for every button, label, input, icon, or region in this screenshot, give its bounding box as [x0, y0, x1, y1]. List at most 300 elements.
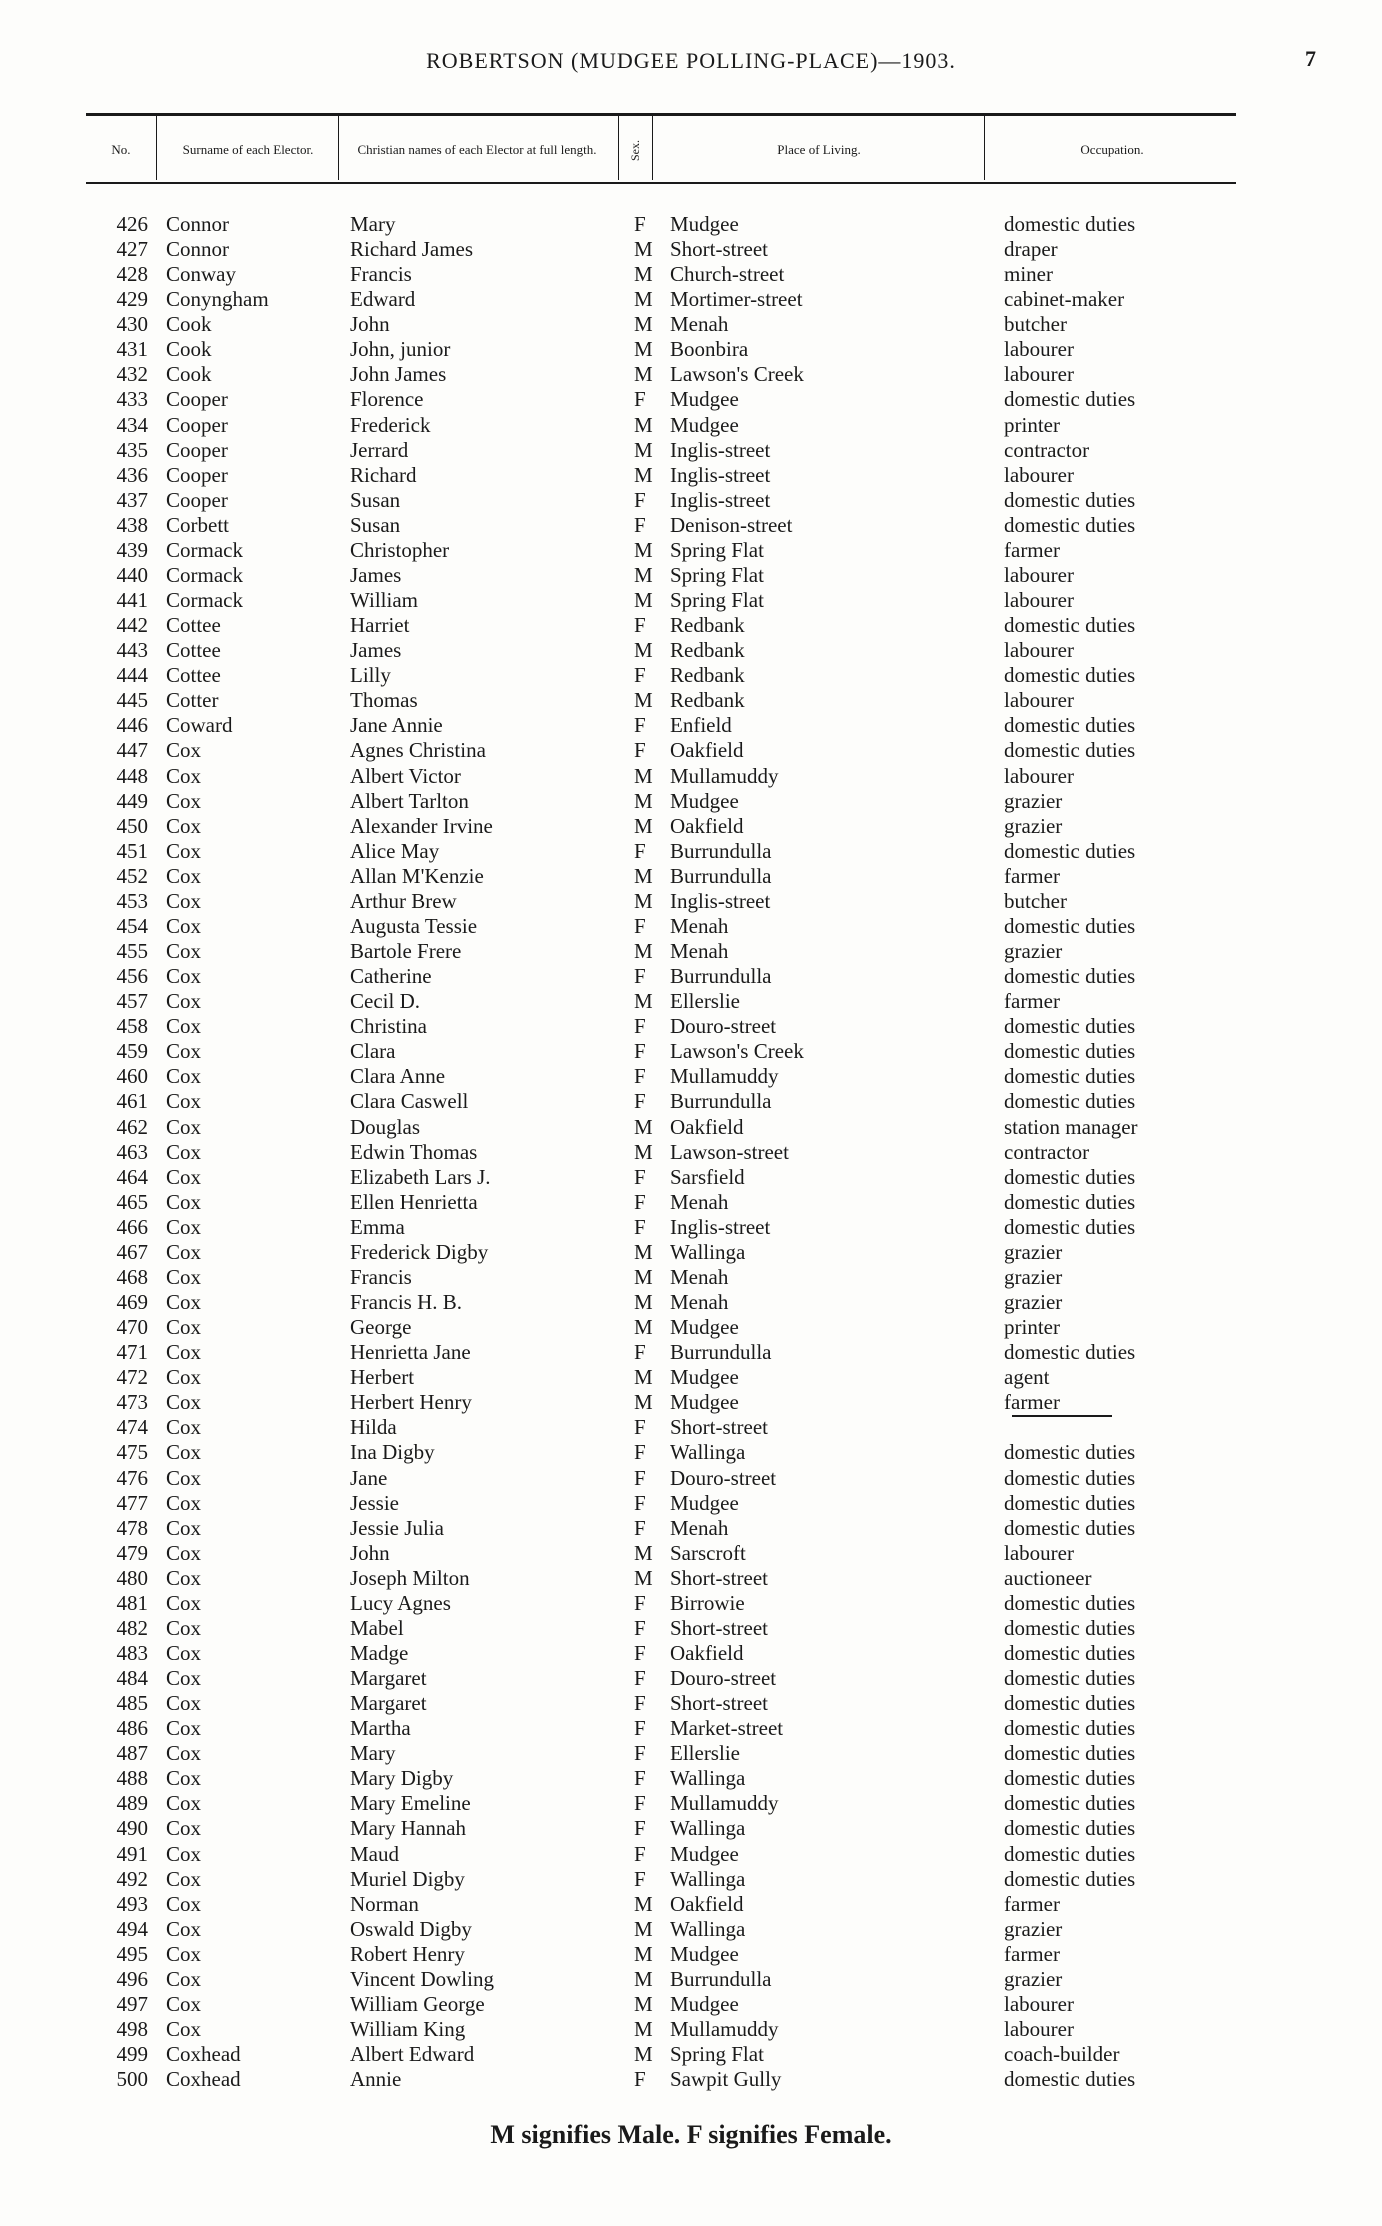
- elector-surname: Cooper: [166, 412, 228, 437]
- elector-surname: Cox: [166, 1264, 202, 1289]
- table-row: [0, 1365, 1382, 1390]
- elector-christian-names: Agnes Christina: [350, 738, 486, 763]
- table-row: [0, 463, 1382, 488]
- table-row: [0, 1691, 1382, 1716]
- elector-surname: Cox: [166, 838, 202, 863]
- elector-surname: Cox: [166, 1741, 202, 1766]
- elector-occupation: farmer: [1004, 1941, 1060, 1966]
- elector-occupation: domestic duties: [1004, 387, 1136, 412]
- elector-surname: Cox: [166, 1866, 202, 1891]
- elector-place: Menah: [670, 1264, 729, 1289]
- elector-sex: F: [634, 512, 646, 537]
- elector-place: Redbank: [670, 688, 745, 713]
- elector-sex: F: [634, 913, 646, 938]
- elector-christian-names: Francis: [350, 262, 412, 287]
- table-row: [0, 1967, 1382, 1992]
- elector-number: 475: [116, 1440, 148, 1465]
- elector-number: 431: [116, 337, 148, 362]
- elector-sex: M: [634, 2042, 653, 2067]
- elector-surname: Cox: [166, 1791, 202, 1816]
- elector-surname: Cox: [166, 1666, 202, 1691]
- elector-sex: M: [634, 888, 653, 913]
- elector-surname: Cox: [166, 913, 202, 938]
- elector-sex: M: [634, 362, 653, 387]
- table-row: [0, 814, 1382, 839]
- elector-place: Birrowie: [670, 1590, 745, 1615]
- elector-christian-names: Lilly: [350, 663, 391, 688]
- elector-place: Mudgee: [670, 1490, 739, 1515]
- elector-christian-names: Albert Edward: [350, 2042, 475, 2067]
- elector-sex: M: [634, 262, 653, 287]
- elector-sex: F: [634, 838, 646, 863]
- table-row: [0, 1466, 1382, 1491]
- elector-occupation: domestic duties: [1004, 838, 1136, 863]
- elector-occupation: domestic duties: [1004, 964, 1136, 989]
- elector-place: Mullamuddy: [670, 1064, 779, 1089]
- table-row: [0, 1165, 1382, 1190]
- elector-christian-names: John, junior: [350, 337, 451, 362]
- elector-number: 448: [116, 763, 148, 788]
- elector-christian-names: Jessie Julia: [350, 1515, 444, 1540]
- elector-occupation: contractor: [1004, 1139, 1090, 1164]
- elector-number: 430: [116, 312, 148, 337]
- elector-place: Sarsfield: [670, 1164, 745, 1189]
- elector-christian-names: Lucy Agnes: [350, 1590, 451, 1615]
- elector-sex: F: [634, 1164, 646, 1189]
- elector-occupation: domestic duties: [1004, 212, 1136, 236]
- elector-place: Menah: [670, 1515, 729, 1540]
- elector-occupation: domestic duties: [1004, 1465, 1136, 1490]
- table-row: [0, 1265, 1382, 1290]
- elector-christian-names: Ina Digby: [350, 1440, 435, 1465]
- elector-christian-names: Martha: [350, 1716, 411, 1741]
- elector-sex: M: [634, 537, 653, 562]
- elector-place: Inglis-street: [670, 462, 771, 487]
- elector-place: Spring Flat: [670, 588, 764, 613]
- elector-number: 438: [116, 512, 148, 537]
- elector-surname: Cottee: [166, 663, 221, 688]
- elector-number: 497: [116, 1991, 148, 2016]
- elector-place: Mortimer-street: [670, 287, 803, 312]
- elector-sex: M: [634, 939, 653, 964]
- elector-sex: M: [634, 863, 653, 888]
- elector-place: Wallinga: [670, 1816, 746, 1841]
- elector-occupation: domestic duties: [1004, 1691, 1136, 1716]
- elector-number: 486: [116, 1716, 148, 1741]
- elector-surname: Cox: [166, 1640, 202, 1665]
- elector-surname: Cook: [166, 312, 212, 337]
- elector-sex: F: [634, 738, 646, 763]
- elector-christian-names: Frederick Digby: [350, 1239, 489, 1264]
- elector-number: 489: [116, 1791, 148, 1816]
- elector-surname: Cox: [166, 1139, 202, 1164]
- column-header-no: No.: [111, 142, 131, 157]
- elector-occupation: grazier: [1004, 1239, 1063, 1264]
- elector-place: Douro-street: [670, 1666, 777, 1691]
- elector-christian-names: Richard James: [350, 237, 474, 262]
- elector-occupation: domestic duties: [1004, 1816, 1136, 1841]
- elector-number: 434: [116, 412, 148, 437]
- elector-sex: M: [634, 688, 653, 713]
- elector-occupation: labourer: [1004, 763, 1074, 788]
- elector-surname: Cox: [166, 1214, 202, 1239]
- elector-occupation: labourer: [1004, 588, 1074, 613]
- elector-occupation: domestic duties: [1004, 1866, 1136, 1891]
- elector-surname: Cooper: [166, 437, 228, 462]
- elector-place: Wallinga: [670, 1916, 746, 1941]
- table-row: [0, 1064, 1382, 1089]
- elector-sex: F: [634, 1590, 646, 1615]
- elector-surname: Coxhead: [166, 2042, 241, 2067]
- elector-number: 491: [116, 1841, 148, 1866]
- elector-christian-names: Mary Emeline: [350, 1791, 471, 1816]
- table-row: [0, 1541, 1382, 1566]
- elector-place: Sawpit Gully: [670, 2067, 782, 2092]
- elector-christian-names: William George: [350, 1991, 485, 2016]
- elector-christian-names: John: [350, 1540, 390, 1565]
- elector-christian-names: Henrietta Jane: [350, 1340, 471, 1365]
- elector-surname: Cox: [166, 1816, 202, 1841]
- elector-number: 484: [116, 1666, 148, 1691]
- elector-christian-names: Norman: [350, 1891, 419, 1916]
- elector-surname: Cox: [166, 1691, 202, 1716]
- elector-place: Menah: [670, 312, 729, 337]
- elector-place: Menah: [670, 1189, 729, 1214]
- elector-sex: F: [634, 1816, 646, 1841]
- elector-sex: M: [634, 437, 653, 462]
- elector-place: Burrundulla: [670, 964, 772, 989]
- elector-number: 487: [116, 1741, 148, 1766]
- elector-place: Spring Flat: [670, 537, 764, 562]
- elector-place: Mudgee: [670, 788, 739, 813]
- elector-christian-names: Robert Henry: [350, 1941, 465, 1966]
- table-row: [0, 1390, 1382, 1415]
- elector-sex: M: [634, 412, 653, 437]
- table-row: [0, 1516, 1382, 1541]
- elector-surname: Cottee: [166, 613, 221, 638]
- elector-place: Douro-street: [670, 1014, 777, 1039]
- elector-number: 499: [116, 2042, 148, 2067]
- elector-sex: M: [634, 2017, 653, 2042]
- elector-place: Mullamuddy: [670, 1791, 779, 1816]
- elector-christian-names: Clara Caswell: [350, 1089, 469, 1114]
- elector-occupation: domestic duties: [1004, 1440, 1136, 1465]
- column-divider: [618, 116, 619, 180]
- elector-place: Mullamuddy: [670, 2017, 779, 2042]
- elector-surname: Connor: [166, 212, 229, 236]
- elector-christian-names: Margaret: [350, 1691, 427, 1716]
- table-row: [0, 1942, 1382, 1967]
- elector-place: Mullamuddy: [670, 763, 779, 788]
- table-row: [0, 2067, 1382, 2092]
- elector-occupation: domestic duties: [1004, 1014, 1136, 1039]
- header-rule-bottom: [86, 182, 1236, 184]
- table-row: [0, 1039, 1382, 1064]
- elector-place: Lawson's Creek: [670, 1039, 804, 1064]
- elector-place: Mudgee: [670, 1315, 739, 1340]
- elector-christian-names: Clara Anne: [350, 1064, 446, 1089]
- elector-christian-names: Hilda: [350, 1415, 397, 1440]
- elector-sex: F: [634, 1490, 646, 1515]
- elector-christian-names: Christopher: [350, 537, 450, 562]
- elector-number: 493: [116, 1891, 148, 1916]
- table-row: [0, 1716, 1382, 1741]
- elector-number: 463: [116, 1139, 148, 1164]
- elector-christian-names: Alexander Irvine: [350, 813, 493, 838]
- elector-sex: M: [634, 1941, 653, 1966]
- elector-number: 456: [116, 964, 148, 989]
- elector-number: 480: [116, 1565, 148, 1590]
- elector-number: 473: [116, 1390, 148, 1415]
- elector-number: 476: [116, 1465, 148, 1490]
- elector-surname: Cox: [166, 888, 202, 913]
- elector-number: 485: [116, 1691, 148, 1716]
- elector-christian-names: Elizabeth Lars J.: [350, 1164, 491, 1189]
- elector-occupation: domestic duties: [1004, 1214, 1136, 1239]
- elector-christian-names: Albert Tarlton: [350, 788, 469, 813]
- elector-sex: M: [634, 1891, 653, 1916]
- elector-christian-names: Mabel: [350, 1615, 404, 1640]
- elector-place: Oakfield: [670, 813, 744, 838]
- elector-occupation: labourer: [1004, 688, 1074, 713]
- elector-number: 488: [116, 1766, 148, 1791]
- elector-place: Redbank: [670, 638, 745, 663]
- elector-sex: F: [634, 1415, 646, 1440]
- elector-surname: Cormack: [166, 537, 243, 562]
- elector-christian-names: Susan: [350, 487, 401, 512]
- table-row: [0, 1816, 1382, 1841]
- elector-surname: Cotter: [166, 688, 219, 713]
- column-header-christian: Christian names of each Elector at full length.: [357, 142, 597, 157]
- elector-surname: Cox: [166, 813, 202, 838]
- elector-number: 467: [116, 1239, 148, 1264]
- elector-occupation: domestic duties: [1004, 1716, 1136, 1741]
- elector-place: Mudgee: [670, 1941, 739, 1966]
- table-row: [0, 1591, 1382, 1616]
- table-row: [0, 989, 1382, 1014]
- elector-sex: F: [634, 1440, 646, 1465]
- table-row: [0, 964, 1382, 989]
- elector-place: Sarscroft: [670, 1540, 746, 1565]
- elector-place: Mudgee: [670, 212, 739, 236]
- elector-christian-names: Richard: [350, 462, 417, 487]
- elector-occupation: domestic duties: [1004, 1590, 1136, 1615]
- elector-place: Wallinga: [670, 1766, 746, 1791]
- elector-place: Mudgee: [670, 387, 739, 412]
- page-title: ROBERTSON (MUDGEE POLLING-PLACE)—1903.: [426, 48, 956, 73]
- elector-place: Mudgee: [670, 1365, 739, 1390]
- table-row: [0, 1340, 1382, 1365]
- table-row: [0, 2042, 1382, 2067]
- elector-sex: F: [634, 1515, 646, 1540]
- elector-place: Oakfield: [670, 1891, 744, 1916]
- table-row: [0, 638, 1382, 663]
- elector-sex: F: [634, 487, 646, 512]
- elector-surname: Cox: [166, 1766, 202, 1791]
- elector-occupation: grazier: [1004, 939, 1063, 964]
- elector-occupation: domestic duties: [1004, 1766, 1136, 1791]
- elector-number: 432: [116, 362, 148, 387]
- elector-place: Douro-street: [670, 1465, 777, 1490]
- elector-christian-names: Douglas: [350, 1114, 420, 1139]
- elector-place: Ellerslie: [670, 989, 740, 1014]
- elector-number: 450: [116, 813, 148, 838]
- elector-number: 441: [116, 588, 148, 613]
- elector-surname: Cox: [166, 1565, 202, 1590]
- elector-occupation: butcher: [1004, 888, 1067, 913]
- elector-surname: Cooper: [166, 387, 228, 412]
- elector-occupation: domestic duties: [1004, 1039, 1136, 1064]
- elector-sex: F: [634, 1039, 646, 1064]
- elector-occupation: domestic duties: [1004, 613, 1136, 638]
- elector-sex: F: [634, 613, 646, 638]
- elector-sex: M: [634, 287, 653, 312]
- elector-christian-names: Joseph Milton: [350, 1565, 470, 1590]
- elector-place: Burrundulla: [670, 863, 772, 888]
- elector-place: Spring Flat: [670, 562, 764, 587]
- elector-sex: F: [634, 1691, 646, 1716]
- elector-sex: F: [634, 1214, 646, 1239]
- elector-occupation: grazier: [1004, 788, 1063, 813]
- elector-place: Wallinga: [670, 1239, 746, 1264]
- elector-christian-names: Alice May: [350, 838, 440, 863]
- elector-number: 435: [116, 437, 148, 462]
- elector-surname: Cox: [166, 1941, 202, 1966]
- elector-number: 468: [116, 1264, 148, 1289]
- column-header-sex-label: Sex.: [628, 139, 642, 161]
- elector-sex: M: [634, 462, 653, 487]
- elector-occupation: labourer: [1004, 362, 1074, 387]
- elector-christian-names: Florence: [350, 387, 424, 412]
- table-row: [0, 413, 1382, 438]
- table-row: [0, 789, 1382, 814]
- elector-sex: M: [634, 1239, 653, 1264]
- elector-sex: F: [634, 1716, 646, 1741]
- elector-christian-names: Vincent Dowling: [350, 1966, 494, 1991]
- elector-occupation: draper: [1004, 237, 1058, 262]
- elector-sex: M: [634, 1916, 653, 1941]
- table-row: [0, 212, 1382, 237]
- elector-surname: Cox: [166, 1465, 202, 1490]
- elector-number: 433: [116, 387, 148, 412]
- column-header-surname: Surname of each Elector.: [182, 142, 314, 157]
- elector-place: Denison-street: [670, 512, 793, 537]
- elector-occupation: labourer: [1004, 462, 1074, 487]
- table-row: [0, 1315, 1382, 1340]
- column-divider: [652, 116, 653, 180]
- table-row: [0, 663, 1382, 688]
- elector-number: 454: [116, 913, 148, 938]
- elector-sex: M: [634, 813, 653, 838]
- elector-surname: Cox: [166, 1916, 202, 1941]
- elector-sex: M: [634, 1139, 653, 1164]
- elector-christian-names: Albert Victor: [350, 763, 461, 788]
- table-row: [0, 1766, 1382, 1791]
- elector-occupation: domestic duties: [1004, 1615, 1136, 1640]
- elector-number: 492: [116, 1866, 148, 1891]
- elector-number: 469: [116, 1290, 148, 1314]
- elector-surname: Cox: [166, 763, 202, 788]
- elector-number: 478: [116, 1515, 148, 1540]
- elector-surname: Cox: [166, 939, 202, 964]
- elector-sex: F: [634, 1741, 646, 1766]
- elector-number: 470: [116, 1315, 148, 1340]
- elector-number: 477: [116, 1490, 148, 1515]
- elector-surname: Cox: [166, 1189, 202, 1214]
- elector-place: Inglis-street: [670, 487, 771, 512]
- elector-place: Spring Flat: [670, 2042, 764, 2067]
- elector-surname: Cooper: [166, 462, 228, 487]
- elector-place: Oakfield: [670, 1114, 744, 1139]
- elector-place: Menah: [670, 913, 729, 938]
- table-row: [0, 1089, 1382, 1114]
- elector-surname: Cox: [166, 1991, 202, 2016]
- elector-sex: M: [634, 1966, 653, 1991]
- elector-christian-names: Margaret: [350, 1666, 427, 1691]
- elector-sex: M: [634, 989, 653, 1014]
- elector-surname: Cormack: [166, 588, 243, 613]
- elector-surname: Cox: [166, 1064, 202, 1089]
- elector-place: Burrundulla: [670, 838, 772, 863]
- elector-occupation: grazier: [1004, 1264, 1063, 1289]
- elector-surname: Cox: [166, 989, 202, 1014]
- elector-place: Wallinga: [670, 1866, 746, 1891]
- table-row: [0, 1867, 1382, 1892]
- elector-place: Ellerslie: [670, 1741, 740, 1766]
- table-row: [0, 738, 1382, 763]
- elector-christian-names: John: [350, 312, 390, 337]
- table-row: [0, 1917, 1382, 1942]
- header-rule-top: [86, 113, 1236, 116]
- elector-sex: M: [634, 638, 653, 663]
- elector-surname: Corbett: [166, 512, 229, 537]
- elector-christian-names: John James: [350, 362, 447, 387]
- elector-christian-names: Francis: [350, 1264, 412, 1289]
- elector-christian-names: Catherine: [350, 964, 432, 989]
- elector-occupation: domestic duties: [1004, 487, 1136, 512]
- elector-number: 443: [116, 638, 148, 663]
- table-row: [0, 688, 1382, 713]
- table-row: [0, 312, 1382, 337]
- column-header-place: Place of Living.: [777, 142, 861, 157]
- elector-occupation: domestic duties: [1004, 1089, 1136, 1114]
- elector-occupation: domestic duties: [1004, 913, 1136, 938]
- elector-number: 466: [116, 1214, 148, 1239]
- elector-place: Redbank: [670, 663, 745, 688]
- elector-christian-names: Emma: [350, 1214, 405, 1239]
- elector-place: Inglis-street: [670, 888, 771, 913]
- elector-sex: F: [634, 1189, 646, 1214]
- elector-occupation: domestic duties: [1004, 1189, 1136, 1214]
- elector-christian-names: Clara: [350, 1039, 396, 1064]
- elector-sex: M: [634, 1365, 653, 1390]
- elector-christian-names: Allan M'Kenzie: [350, 863, 484, 888]
- elector-christian-names: William: [350, 588, 418, 613]
- elector-occupation: agent: [1004, 1365, 1050, 1390]
- elector-surname: Cox: [166, 1290, 202, 1314]
- elector-occupation: grazier: [1004, 1916, 1063, 1941]
- elector-christian-names: William King: [350, 2017, 466, 2042]
- table-row: [0, 713, 1382, 738]
- table-row: [0, 588, 1382, 613]
- elector-christian-names: Mary Hannah: [350, 1816, 467, 1841]
- elector-christian-names: Bartole Frere: [350, 939, 462, 964]
- elector-christian-names: Francis H. B.: [350, 1290, 462, 1314]
- elector-occupation: domestic duties: [1004, 1841, 1136, 1866]
- elector-surname: Coxhead: [166, 2067, 241, 2092]
- elector-place: Menah: [670, 939, 729, 964]
- elector-christian-names: Thomas: [350, 688, 418, 713]
